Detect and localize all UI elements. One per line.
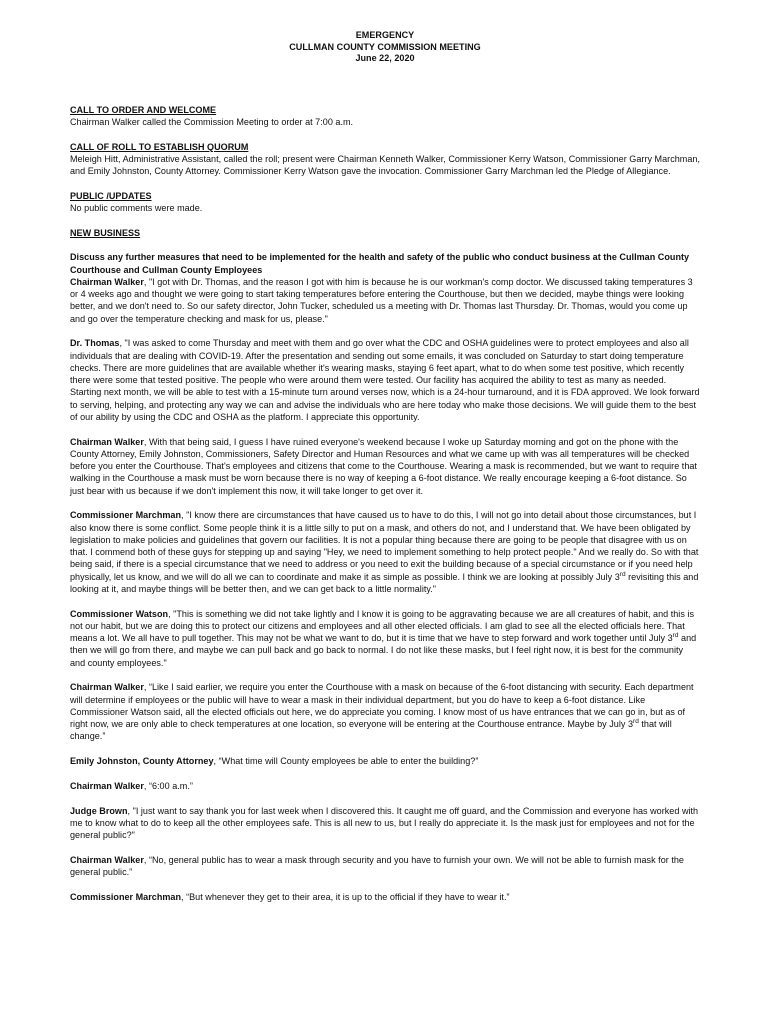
statement-text: , "This is something we did not take lightly and I know it is going to be aggravating because we are all creatures of habit, and this is not our habit, but we are doing this to protect our citizens and employees and all other elected officials. I am glad to see all the elected officials here. That means a lot. We all have to pull together. This may not be what we want to do, but it is time that we have to step forward and work together until July 3 (70, 608, 694, 644)
header-line-meeting: CULLMAN COUNTY COMMISSION MEETING (289, 41, 481, 52)
statement-paragraph (70, 854, 700, 879)
statement-text: , "I just want to say thank you for last week when I discovered this. It caught me off guard, and the Commission and everyone has worked with me to know what to do to keep all the other employees safe. This is all new to us, but I really do appreciate it. Is the mask just for employees and not for the general public?" (70, 805, 699, 841)
statement-paragraph (70, 780, 700, 792)
statement-text: and then we will go from there, and maybe we can pull back and go back to normal. I do not like these masks, but I feel right now, it is best for the community and county employees." (70, 633, 697, 668)
speaker-name: Judge Brown (70, 805, 128, 816)
speaker-name: Chairman Walker (70, 780, 144, 791)
statement-paragraph (70, 276, 700, 325)
statement-text: , “But whenever they get to their area, it is up to the official if they have to wear it.” (181, 891, 510, 902)
section-new-business (70, 227, 700, 903)
document-header (70, 30, 700, 65)
speaker-name: Emily Johnston, County Attorney (70, 756, 214, 767)
statement-text: , With that being said, I guess I have ruined everyone's weekend because I woke up Saturday morning and got on the phone with the County Attorney, Emily Johnston, Commissioners, Safety Director and Human Resources and what we came up with was all temperatures will be checked before you enter the Courthouse. That's employees and citizens that come to the Courthouse. Wearing a mask is recommended, but we want to require that walking in the Courthouse a mask must be worn because there is no way of keeping a 6-foot distance. We really encourage keeping a 6-foot distance. So just bear with us because if we don't implement this now, it will take longer to get over it. (70, 436, 697, 496)
section-heading: PUBLIC /UPDATES (70, 191, 152, 202)
statement-paragraph (70, 755, 700, 767)
statement-text: , “6:00 a.m.” (143, 780, 193, 791)
speaker-name: Commissioner Watson (70, 608, 169, 619)
section-call-to-order (70, 104, 700, 129)
speaker-name: Chairman Walker (70, 276, 144, 287)
speaker-name: Commissioner Marchman (70, 510, 182, 521)
speaker-name: Chairman Walker (70, 854, 144, 865)
statement-text: , “What time will County employees be able to enter the building?” (213, 756, 479, 767)
header-line-emergency: EMERGENCY (355, 30, 415, 40)
ordinal-suffix: rd (672, 632, 679, 640)
statement-text: revisiting this and looking at it, and maybe things will be better then, and we can get back to a little normality." (70, 571, 699, 594)
section-text: No public comments were made. (70, 203, 203, 214)
statement-text: , "I know there are circumstances that have caused us to have to do this, I will not go into detail about those circumstances, but I also know there is some conflict. Some people think it is a little silly to put on a mask, and others do not, and I understand that. We have been obligated by legislation to make policies and guidelines that govern our facilities. It is not a popular thing because there are going to be people that disagree with us on that. I commend both of these guys for stepping up and saying "Hey, we need to implement something to help protect people." And we really do. So with that being said, if there is a special circumstance that we need to address or you need to exit the building because of a special circumstance or if you need help physically, let us know, and we will do all we can to coordinate and make it as simple as possible. I think we are looking at possibly July 3 (70, 510, 699, 582)
statement-paragraph (70, 436, 700, 497)
speaker-name: Chairman Walker (70, 682, 144, 693)
section-text: Chairman Walker called the Commission Meeting to order at 7:00 a.m. (70, 117, 354, 128)
section-heading: CALL TO ORDER AND WELCOME (70, 104, 217, 115)
statement-text: , "I was asked to come Thursday and meet with them and go over what the CDC and OSHA guidelines were to protect employees and also all individuals that are dealing with COVID-19. After the presentation and sending out some emails, it was concluded on Saturday to start doing temperature checks. There are more guidelines that are available whether it's wearing masks, staying 6 feet apart, what to do when some test positive, which recently there were some that tested positive. The people who were around them were tested. Our facility has acquired the ability to test as many as needed. Starting next month, we will be able to test with a 15-minute turn around verses now, which is a 24-hour turnaround, and it is FDA approved. We look forward to serving, helping, and protecting any way we can and advise the individuals who are here today who make those decisions. We will guide them to the best of our ability by using the CDC and OSHA as the platform. I appreciate this opportunity. (70, 338, 700, 422)
speaker-name: Chairman Walker (70, 436, 144, 447)
statement-paragraph (70, 805, 700, 842)
statement-text: , "I got with Dr. Thomas, and the reason I got with him is because he is our workman's comp doctor. We discussed taking temperatures 3 or 4 weeks ago and thought we were going to start taking temperatures before entering the Courthouse, but then we decided, maybe things were looking better, and we don't need to. So our safety director, John Tucker, scheduled us a meeting with Dr. Thomas last Thursday. Dr. Thomas, would you come up and go over the temperature checking and mask for us, please." (70, 276, 693, 324)
speaker-name: Commissioner Marchman (70, 891, 182, 902)
section-heading: NEW BUSINESS (70, 228, 141, 239)
agenda-topic: Discuss any further measures that need to be implemented for the health and safety of the public who conduct business at the Cullman County Courthouse and Cullman County Employees (70, 252, 690, 275)
ordinal-suffix: rd (633, 718, 639, 726)
section-heading: CALL OF ROLL TO ESTABLISH QUORUM (70, 141, 249, 152)
statement-paragraph (70, 891, 700, 903)
statement-text: that will change.” (70, 719, 672, 742)
statement-text: , “No, general public has to wear a mask through security and you have to furnish your own. We will not be able to furnish mask for the general public.” (70, 854, 684, 878)
statement-text: , “Like I said earlier, we require you enter the Courthouse with a mask on because of the 6-foot distancing with security. Each department will determine if employees or the public will have to wear a mask in their individual department, but you do have to keep a 6-foot distance. Like Commissioner Watson said, all the elected officials out here, we do appreciate you coming. I know most of us have entrances that we can go in, but as of right now, we are only able to check temperatures at one location, so everyone will be entering at the Courthouse entrance. Maybe by July 3 (70, 682, 694, 730)
ordinal-suffix: rd (619, 570, 626, 578)
statement-paragraph (70, 337, 700, 423)
section-roll-call (70, 141, 700, 178)
speaker-name: Dr. Thomas (70, 338, 120, 349)
section-text: Meleigh Hitt, Administrative Assistant, called the roll; present were Chairman Kenneth Walker, Commissioner Kerry Watson, Commissioner Garry Marchman, and Emily Johnston, County Attorney. Commissioner Kerry Watson gave the invocation. Commissioner Garry Marchman led the Pledge of Allegiance. (70, 154, 700, 177)
statement-paragraph (70, 509, 700, 595)
header-line-date: June 22, 2020 (355, 53, 415, 64)
statement-paragraph (70, 608, 700, 669)
statement-paragraph (70, 681, 700, 742)
section-public-updates (70, 190, 700, 215)
